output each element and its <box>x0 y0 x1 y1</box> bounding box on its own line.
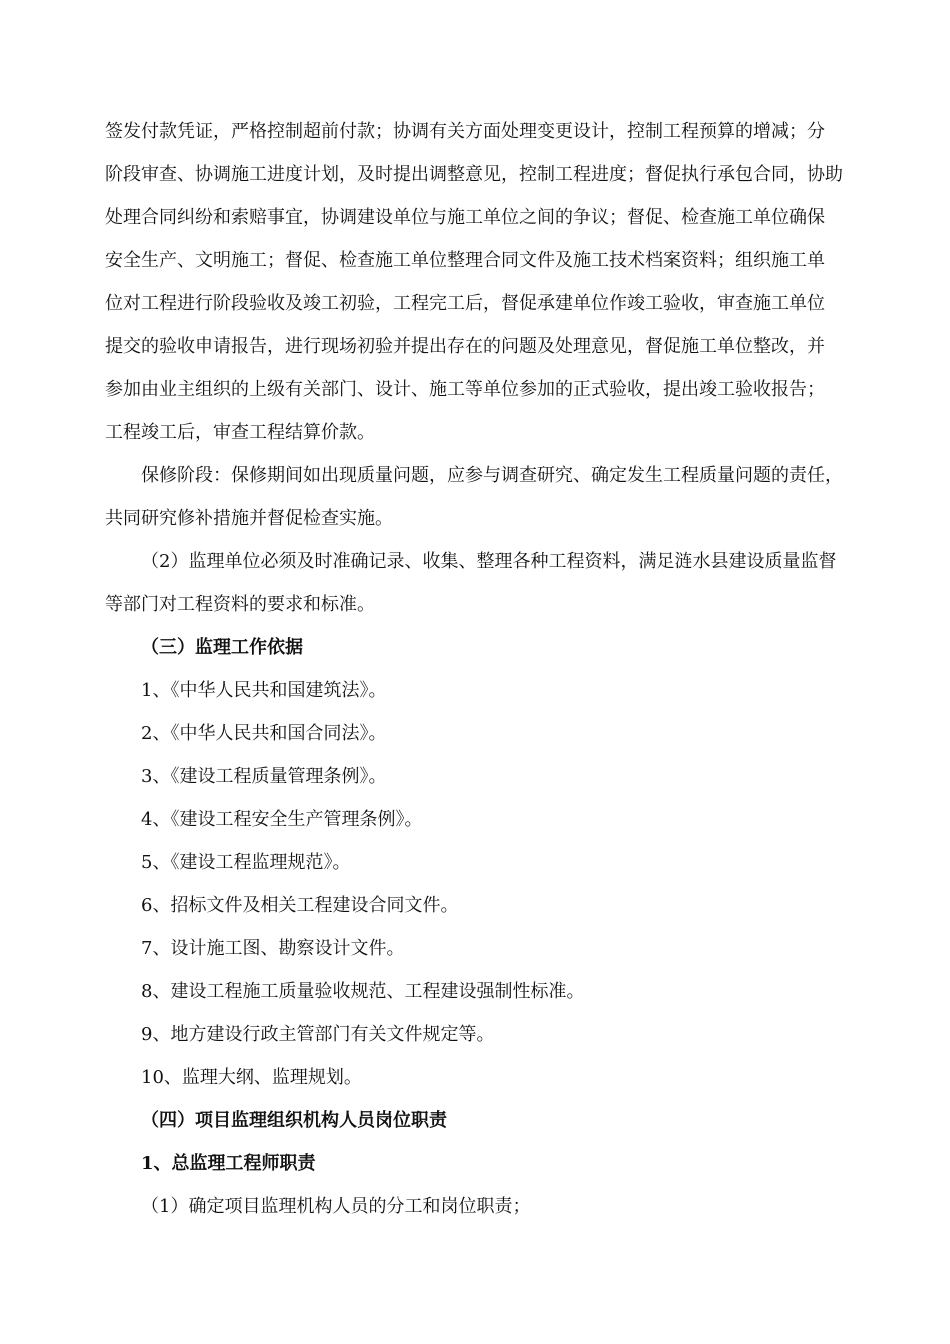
text-line: （2）监理单位必须及时准确记录、收集、整理各种工程资料，满足涟水县建设质量监督 <box>141 551 837 572</box>
list-item: 1、《中华人民共和国建筑法》。 <box>141 680 387 701</box>
list-item: 5、《建设工程监理规范》。 <box>141 852 351 873</box>
text-line: 参加由业主组织的上级有关部门、设计、施工等单位参加的正式验收，提出竣工验收报告； <box>105 379 825 400</box>
section-heading-duties: （四）项目监理组织机构人员岗位职责 <box>141 1110 447 1131</box>
paragraph-payment-control <box>105 110 857 454</box>
subsection-heading-chief-engineer: 1、总监理工程师职责 <box>141 1153 316 1174</box>
paragraph-records-requirement <box>105 540 857 626</box>
text-line: 工程竣工后，审查工程结算价款。 <box>105 422 375 443</box>
text-line: 共同研究修补措施并督促检查实施。 <box>105 508 393 529</box>
text-line: 位对工程进行阶段验收及竣工初验，工程完工后，督促承建单位作竣工验收，审查施工单位 <box>105 293 825 314</box>
text-line: 提交的验收申请报告，进行现场初验并提出存在的问题及处理意见，督促施工单位整改，并 <box>105 336 825 357</box>
text-line: 签发付款凭证，严格控制超前付款；协调有关方面处理变更设计，控制工程预算的增减；分 <box>105 121 825 142</box>
list-item: 10、监理大纲、监理规划。 <box>141 1067 362 1088</box>
text-line: 等部门对工程资料的要求和标准。 <box>105 594 375 615</box>
list-item: 3、《建设工程质量管理条例》。 <box>141 766 387 787</box>
list-item: 4、《建设工程安全生产管理条例》。 <box>141 809 423 830</box>
text-line: 安全生产、文明施工；督促、检查施工单位整理合同文件及施工技术档案资料；组织施工单 <box>105 250 825 271</box>
duty-item: （1）确定项目监理机构人员的分工和岗位职责； <box>141 1196 531 1217</box>
text-line: 保修阶段：保修期间如出现质量问题，应参与调查研究、确定发生工程质量问题的责任， <box>141 465 843 486</box>
text-line: 阶段审查、协调施工进度计划，及时提出调整意见，控制工程进度；督促执行承包合同，协助 <box>105 164 843 185</box>
list-item: 9、地方建设行政主管部门有关文件规定等。 <box>141 1024 495 1045</box>
list-item: 7、设计施工图、勘察设计文件。 <box>141 938 405 959</box>
list-item: 8、建设工程施工质量验收规范、工程建设强制性标准。 <box>141 981 585 1002</box>
paragraph-warranty-stage <box>105 454 857 540</box>
list-item: 6、招标文件及相关工程建设合同文件。 <box>141 895 459 916</box>
list-item: 2、《中华人民共和国合同法》。 <box>141 723 387 744</box>
text-line: 处理合同纠纷和索赔事宜，协调建设单位与施工单位之间的争议；督促、检查施工单位确保 <box>105 207 825 228</box>
section-heading-basis: （三）监理工作依据 <box>141 637 303 658</box>
document-body <box>105 110 857 1228</box>
